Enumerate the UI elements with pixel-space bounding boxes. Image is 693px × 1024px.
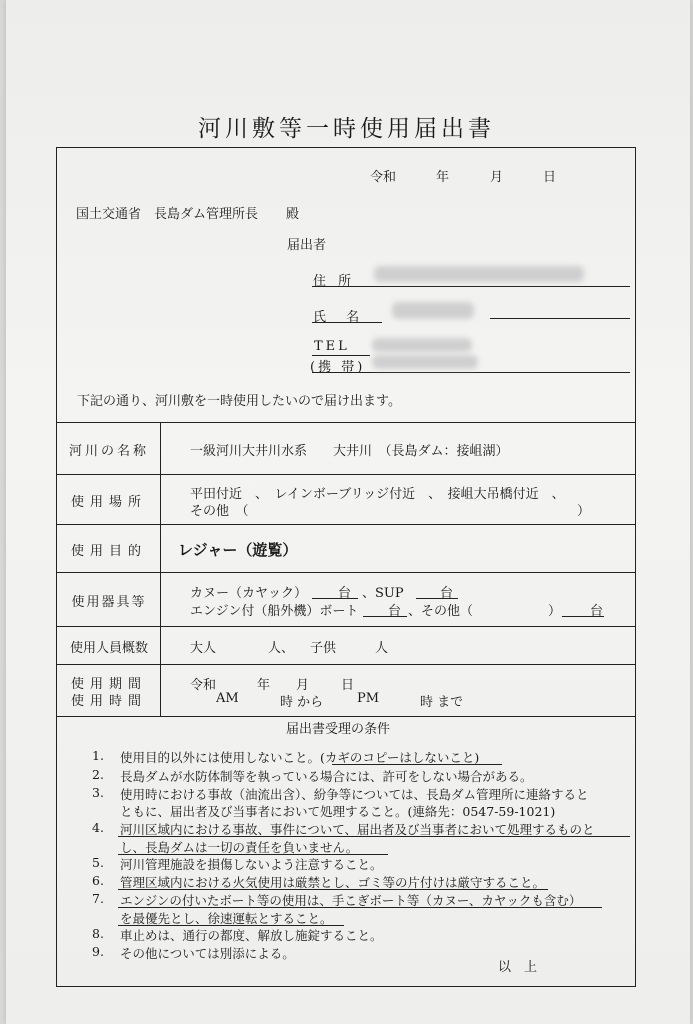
time-to: 時 まで [420, 695, 464, 710]
name-label: 氏 名 [313, 310, 368, 325]
condition-line: その他については別添による。 [120, 946, 295, 961]
period-month: 月 [296, 678, 310, 693]
condition-number: 7. [92, 891, 104, 906]
condition-line: エンジンの付いたボート等の使用は、手こぎボート等（カヌー、カヤックも含む） [120, 893, 582, 908]
river-name-value: 一級河川大井川水系 大井川 （長島ダム：接岨湖） [190, 444, 509, 459]
addressee-office: 長島ダム管理所長 [154, 207, 259, 222]
addressee-ministry: 国土交通省 [76, 207, 142, 222]
label-column-rule [160, 422, 161, 716]
row-rule-2 [56, 524, 636, 525]
time-am: AM [216, 691, 239, 706]
equip-other: 、その他（ [408, 604, 474, 619]
location-other: その他 （ [190, 504, 249, 519]
condition-number: 5. [92, 855, 104, 870]
equip-canoe: カヌー（カヤック） [190, 586, 308, 601]
condition-number: 3. [92, 785, 104, 800]
date-year: 年 [436, 170, 450, 185]
row-rule-1 [56, 474, 636, 475]
period-day: 日 [341, 678, 355, 693]
name-redaction [392, 302, 474, 319]
name-underline-left [312, 322, 382, 323]
location-label: 使用場所 [70, 495, 147, 510]
name-underline-right [490, 318, 630, 319]
time-label: 使用時間 [70, 694, 147, 709]
condition-4-underline-1 [118, 836, 630, 837]
condition-1-underline [332, 764, 502, 765]
row-rule-3 [56, 572, 636, 573]
condition-line: 河川管理施設を損傷しないよう注意すること。 [120, 857, 383, 872]
people-label: 使用人員概数 [69, 641, 148, 656]
condition-number: 2. [92, 767, 104, 782]
location-options: 平田付近 、 レインボーブリッジ付近 、 接岨大吊橋付近 、 [190, 487, 565, 502]
people-adult: 大人 [190, 641, 217, 656]
row-rule-6 [56, 716, 636, 717]
people-child-unit: 人 [375, 641, 389, 656]
condition-number: 9. [92, 944, 104, 959]
river-name-label: 河川の名称 [68, 444, 149, 459]
condition-line: 管理区域内における火気使用は厳禁とし、ゴミ等の片付けは厳守すること。 [120, 875, 546, 890]
conditions-heading: 届出書受理の条件 [286, 722, 391, 737]
condition-number: 8. [92, 926, 104, 941]
period-era: 令和 [190, 678, 217, 693]
address-underline [312, 286, 630, 287]
address-label: 住 所 [313, 274, 356, 289]
mobile-underline [312, 372, 630, 373]
date-month: 月 [490, 170, 504, 185]
equip-boat-unit: 台 [388, 604, 402, 619]
purpose-label: 使用目的 [70, 544, 147, 559]
tel-label: TEL [314, 339, 350, 354]
condition-line: を最優先とし、徐速運転とすること。 [120, 911, 333, 926]
condition-line: 使用目的以外には使用しないこと。(カギのコピーはしないこと) [120, 750, 480, 765]
people-child: 子供 [310, 641, 337, 656]
condition-line: 長島ダムが水防体制等を執っている場合には、許可をしない場合がある。 [120, 769, 533, 784]
mobile-redaction [372, 355, 478, 369]
date-era: 令和 [370, 170, 397, 185]
condition-7-underline-1 [118, 907, 602, 908]
equip-canoe-unit: 台 [338, 586, 352, 601]
period-year: 年 [257, 678, 271, 693]
address-redaction [374, 266, 584, 282]
condition-line: し、長島ダムは一切の責任を負いません。 [120, 840, 359, 855]
mobile-label: (携 帯) [310, 360, 366, 375]
location-other-close: ） [577, 504, 591, 519]
condition-line: 車止めは、通行の都度、解放し施錠すること。 [120, 928, 383, 943]
equip-other-unit: 台 [590, 604, 604, 619]
equipment-label: 使用器具等 [71, 595, 147, 610]
equip-canoe-blank [312, 598, 358, 599]
condition-number: 4. [92, 820, 104, 835]
time-pm: PM [357, 691, 380, 706]
applicant-heading: 届出者 [287, 238, 327, 253]
condition-6-underline [118, 889, 548, 890]
period-label: 使用期間 [70, 677, 147, 692]
equip-boat: エンジン付（船外機）ボート [190, 604, 359, 619]
condition-line: 河川区域内における事故、事件について、届出者及び当事者において処理するものと [120, 822, 595, 837]
row-rule-5 [56, 664, 636, 665]
declaration-text: 下記の通り、河川敷を一時使用したいので届け出ます。 [77, 394, 401, 409]
condition-line: ともに、届出者及び当事者において処理すること。(連絡先：0547-59-1021) [120, 804, 556, 819]
row-rule-4 [56, 626, 636, 627]
time-from: 時 から [280, 695, 324, 710]
condition-number: 6. [92, 873, 104, 888]
equip-sup-unit: 台 [440, 586, 454, 601]
condition-line: 使用時における事故（油流出含）、紛争等については、長島ダム管理所に連絡すると [120, 787, 589, 802]
condition-number: 1. [92, 748, 104, 763]
closing-text: 以 上 [498, 960, 538, 975]
form-title: 河川敷等一時使用届出書 [198, 116, 495, 142]
table-top-rule [56, 422, 636, 423]
addressee-honorific: 殿 [286, 207, 300, 222]
date-day: 日 [543, 170, 557, 185]
equip-other-close: ） [548, 604, 562, 619]
people-adult-unit: 人、 [268, 641, 295, 656]
equip-sup: 、SUP [362, 586, 404, 601]
tel-redaction [372, 338, 472, 352]
purpose-value: レジャー（遊覧） [178, 541, 298, 559]
